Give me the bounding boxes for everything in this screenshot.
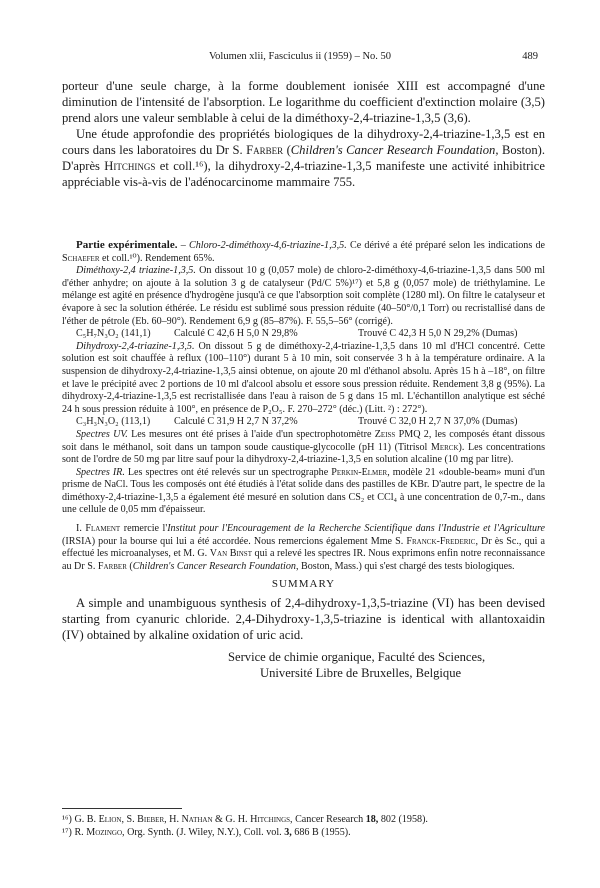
experimental-paragraph-5: Spectres IR. Les spectres ont été relevés sur un spectrographe Perkin-Elmer, modèle 21 «double-beam» muni d'un prisme de NaCl. Tous les composés ont été étudiés à l'état solide dans des pastilles de KBr. D'autre part, le spectre de la diméthoxy-2,4-triazine-1,3,5 a également été mesuré en solution dans CS₂ et CCl₄ à une concentration de 0,7-m., dans une cellule de 0,05 mm d'épaisseur. — [62, 466, 545, 516]
summary-paragraph: A simple and unambiguous synthesis of 2,4-dihydroxy-1,3,5-triazine (VI) has been devised starting from cyanuric chloride. 2,4-Dihydroxy-1,3,5-triazine is identical with allantoxaidin (IV) obtained by alkaline oxidation of uric acid. — [62, 596, 545, 643]
page-number: 489 — [522, 51, 538, 62]
footnote-divider — [62, 808, 182, 809]
affiliation-line-2: Université Libre de Bruxelles, Belgique — [260, 666, 462, 681]
intro-paragraph-2: Une étude approfondie des propriétés biologiques de la dihydroxy-2,4-triazine-1,3,5 est en cours dans les laboratoires du Dr S. Farber (Children's Cancer Research Foundation, Boston). D'après Hitchings et coll.¹⁶), la dihydroxy-2,4-triazine-1,3,5 manifeste une activité inhibitrice appréciable vis-à-vis de l'adénocarcinome mammaire 755. — [62, 127, 545, 189]
summary-heading: SUMMARY — [271, 578, 336, 591]
affiliation — [62, 649, 545, 681]
intro-paragraph-1: porteur d'une seule charge, à la forme doublement ionisée XIII est accompagné d'une diminution de l'intensité de l'absorption. Le logarithme du coefficient d'extinction molaire (3,5) prend alors une valeur semblable à celui de la diméthoxy-2,4-triazine-1,3,5 (3,6). — [62, 79, 545, 125]
person-name: Farber — [246, 143, 284, 157]
footnote-16: ¹⁶) G. B. Elion, S. Bieber, H. Nathan & G. H. Hitchings, Cancer Research 18, 802 (1958). — [62, 814, 428, 825]
person-name: Hitchings — [104, 159, 156, 173]
section-heading: Partie expérimentale. — [76, 239, 178, 251]
organization-name: Children's Cancer Research Foundation, — [290, 143, 499, 157]
acknowledgement-paragraph: I. Flament remercie l'Institut pour l'Encouragement de la Recherche Scientifique dans l'Industrie et l'Agriculture (IRSIA) pour la bourse qui lui a été accordée. Nous remercions également Mme S. Franck-Frederic, Dr ès Sc., qui a effectué les microanalyses, et M. G. Van Binst qui a relevé les spectres IR. Nous exprimons enfin notre reconnaissance au Dr S. Farber (Children's Cancer Research Foundation, Boston, Mass.) qui s'est chargé des tests biologiques. — [62, 523, 546, 572]
analysis-line-2: C₃H₃N₃O₂ (113,1) Calculé C 31,9 H 2,7 N 37,2% Trouvé C 32,0 H 2,7 N 37,0% (Dumas) — [76, 416, 518, 428]
analysis-line-1: C₅H₇N₃O₂ (141,1) Calculé C 42,6 H 5,0 N 29,8% Trouvé C 42,3 H 5,0 N 29,2% (Dumas) — [76, 328, 518, 340]
running-title: Volumen xlii, Fasciculus ii (1959) – No. 50 — [208, 51, 392, 62]
experimental-section — [62, 239, 545, 681]
footnotes — [62, 813, 545, 839]
experimental-paragraph-1: Partie expérimentale. – Chloro-2-diméthoxy-4,6-triazine-1,3,5. Ce dérivé a été préparé selon les indications de Schaefer et coll.¹⁰). Rendement 65%. — [62, 239, 546, 264]
experimental-paragraph-2: Diméthoxy-2,4 triazine-1,3,5. On dissout 10 g (0,057 mole) de chloro-2-diméthoxy-4,6-triazine-1,3,5 dans 500 ml d'éther anhydre; on ajoute à la solution 3 g de catalyseur (Pd/C 5%)¹⁷) et 5,8 g (0,057 mole) de triéthylamine. Le mélange est agité en présence d'hydrogène jusqu'à ce que l'absorption soit complète (1280 ml). On filtre le catalyseur et évapore à sec la solution éthérée. Le résidu est sublimé sous pression réduite (40–50°/0,1 Torr) ou recristallisé dans de l'éther de pétrole (Eb. 60–90°). Rendement 6,9 g (85–87%). F. 55,5–56° (corrigé). — [62, 265, 546, 327]
footnote-17: ¹⁷) R. Mozingo, Org. Synth. (J. Wiley, N.Y.), Coll. vol. 3, 686 B (1955). — [62, 827, 351, 838]
experimental-paragraph-4: Spectres UV. Les mesures ont été prises à l'aide d'un spectrophotomètre Zeiss PMQ 2, les composés étant dissous soit dans le méthanol, soit dans un tampon soude caustique-glycocolle (pH 11) (Titrisol Merck). Les concentrations sont de l'ordre de 50 mg par litre sauf pour la dihydroxy-2,4-triazine-1,3,5 en solution alcaline (10 mg par litre). — [62, 428, 545, 466]
running-header — [62, 51, 538, 65]
affiliation-line-1: Service de chimie organique, Faculté des Sciences, — [228, 650, 486, 665]
experimental-paragraph-3: Dihydroxy-2,4-triazine-1,3,5. On dissout 5 g de diméthoxy-2,4-triazine-1,3,5 dans 10 ml d'HCl concentré. Cette solution est soit chauffée à reflux (100–110°) durant 5 à 10 min, soit conservée 3 h à la température ordinaire. A la suspension de dihydroxy-2,4-triazine-1,3,5 ainsi obtenue, on ajoute 20 ml d'éthanol absolu. Après 15 h à –18°, on filtre et lave le précipité avec 2 portions de 10 ml d'alcool absolu et essore sous pression réduite. Rendement 3,8 g (95%). La dihydroxy-2,4-triazine-1,3,5 est recristallisée dans l'eau à raison de 5 g dans 15 ml. L'échantillon analytique est séché 24 h sous pression réduite à 100°, en présence de P₂O₅. F. 270–272° (déc.) (Litt. ²) : 272°). — [62, 340, 545, 415]
intro-text — [62, 78, 545, 190]
